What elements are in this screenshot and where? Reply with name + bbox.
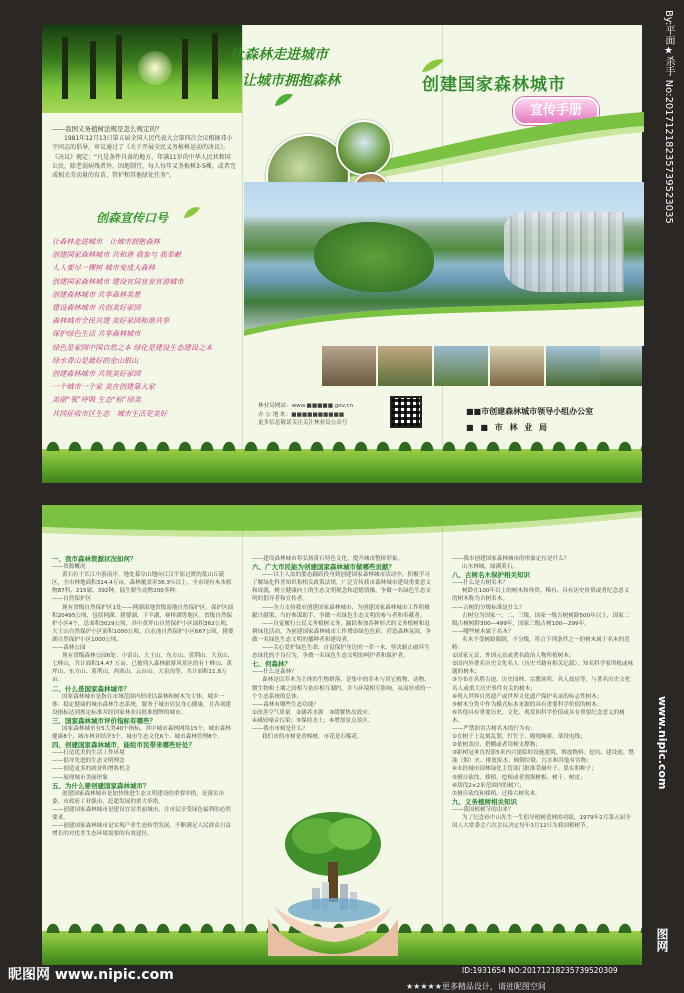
photo-thumbnail bbox=[600, 346, 642, 386]
list-item: ⑥其他具有重要历史、文化、观赏和科学价值或具有重要纪念意义的树木。 bbox=[452, 709, 625, 724]
section-heading: 一、我市森林资源状况如何？ bbox=[52, 555, 137, 563]
photo-thumbnail bbox=[378, 346, 432, 386]
fold-line bbox=[442, 505, 443, 965]
paragraph: 名木不受树龄限制，不分级。符合下列条件之一的树木属于名木的范畴： bbox=[452, 636, 630, 652]
paragraph: 国家森林城市有5大类40个指标，其中城市森林网络15个、城市森林健康8个、城市林业经济3个、城市生态文化6个、城市森林管理8个。 bbox=[52, 725, 231, 741]
slogan: 人人要尽一棵树 城市变成大森林 bbox=[52, 263, 155, 273]
subheading: ——森林有哪些生态功能？ bbox=[252, 701, 320, 708]
corner-logo: 图网 bbox=[655, 928, 669, 952]
list-item: ⑥刮伐2×2米范围内的树穴； bbox=[452, 782, 525, 789]
qr-caption: 更多信息敬请关注关注林业局公众号 bbox=[258, 420, 348, 427]
city-skyline bbox=[504, 212, 624, 292]
intro-title: ——我国义务植树法规是怎么规定的？ bbox=[52, 125, 163, 133]
brush-line: 让城市拥抱森林 bbox=[242, 73, 340, 89]
organization-line: ■ ■ 市 林 业 局 bbox=[466, 423, 550, 432]
paragraph: ——自觉履行公民义务植树义务，踊跃参加各种形式的义务植树和退耕绿化活动，为创建国家森林城市工作增添绿色色彩，营造森林氛围，争做一名绿色生态文明的播种者和建设者。 bbox=[252, 620, 432, 643]
list-item: ②依树盖房、搭棚或者用树支撑物； bbox=[452, 742, 541, 749]
cover-brush-slogans bbox=[230, 42, 340, 94]
subheading: ——严禁损害古树名木的行为有： bbox=[452, 725, 536, 732]
bullet: ——打造优美的生活工作环境 bbox=[52, 750, 125, 757]
slogan: 共同征收市区生态 城市生活更美好 bbox=[52, 408, 168, 418]
list-item: ⑦擅自砍伐和移植、迁移古树名木。 bbox=[452, 790, 541, 797]
list-item: ①国家元首、外国元首或著名政治人物所植树木； bbox=[452, 653, 575, 660]
paragraph: 古树分为国家一、二、三级，国家一级古树树龄500年以上，国家二级古树树龄300—499年，国家三级古树100—299年。 bbox=[452, 612, 630, 627]
intro-body: 1981年12月13日第五届全国人民代表大会第四次会议根据邓小平同志的倡导，审议通过了《关于开展全民义务植树运动的决议》。《决议》规定：“凡是条件具备的地方，年满11岁的中华人民共和国公民，除老弱病残者外，因地制宜，每人每年义务植树3-5棵，或者完成相关劳动量的育苗、管护和其他绿化任务”。 bbox=[52, 135, 236, 180]
nipic-vertical-watermark: www.nipic.com bbox=[656, 696, 669, 790]
photo-thumbnail bbox=[322, 346, 376, 386]
subheading: ——什么是森林？ bbox=[252, 669, 297, 676]
contact-info bbox=[258, 402, 388, 428]
subheading: ——什么是古树名木？ bbox=[452, 580, 508, 587]
list-item: ⑤树木分类中作为模式标本来源的具有重要科学价值的树木； bbox=[452, 701, 603, 708]
paragraph: 为了纪念孙中山先生一生倡导植树造林的功绩，1979年2月第五届全国人大常委会六次会议决定每年3月12日为我国植树节。 bbox=[452, 815, 631, 830]
list-item: ③距树冠垂直投影5米内兴建临时设施建筑、堆放物料、挖坑、建设池、燃油（烟）火、排放废水、倾倒垃圾、污水和其他有害物； bbox=[452, 750, 634, 765]
cover-badge: 宣传手册 bbox=[513, 97, 599, 125]
section-heading: 七、何森林？ bbox=[252, 660, 291, 669]
photo-thumbnail bbox=[546, 346, 600, 386]
slogan-list bbox=[52, 235, 232, 420]
bullet: ——展现城市美丽形象 bbox=[52, 774, 108, 781]
paragraph: ——全力支持我市创建国家森林城市，为创建国家森林城市工作积极献计献策，当好参谋助手，争做一名绿色生态文明的参与者和奉献者。 bbox=[252, 604, 430, 619]
leaf-icon bbox=[273, 92, 295, 108]
paragraph: ——建设森林城市将弘扬黄石特色文化，提升城市整体形象。 bbox=[252, 556, 404, 562]
paragraph: ——创建国家森林城市是建设宜居美丽城市，让市民享受绿色福利的必然要求。 bbox=[52, 806, 232, 821]
photo-thumbnail bbox=[434, 346, 488, 386]
section-heading: 八、古树名木保护相关知识 bbox=[452, 571, 530, 580]
subheading: ——资源概况 bbox=[52, 564, 86, 571]
id-line: ID:1931654 NO:20171218235739520309 bbox=[462, 966, 618, 975]
slogan: 创建国家森林城市 建设宜居宜业宜游城市 bbox=[52, 276, 184, 286]
green-wave bbox=[244, 300, 644, 346]
side-watermark: By:平面★杀手 No:20171218235739523035 bbox=[663, 10, 674, 224]
slogan: 创建森林城市 共享森林美景 bbox=[52, 289, 141, 299]
paragraph: 现有省级森林公园6处：小雷山、大王山、东方山、黄荆山、大众山、七峰山，共计面积14.47 万亩。已被列入森林旅游风景区的有十峰山、黄坪山、东方山、黄荆山、西塞山、云台山、大泉沟等，共计面积11.8万亩。 bbox=[52, 653, 234, 684]
fold-line bbox=[242, 505, 243, 965]
hands-holding-tree-illustration bbox=[268, 806, 398, 956]
subheading: ——我市创建国家森林城市的形象定位是什么？ bbox=[452, 556, 570, 562]
forest-photo bbox=[42, 25, 242, 113]
promo-banner: ★★★★★更多精品设计，请进昵图空间 bbox=[406, 982, 546, 991]
panel-citizen-role bbox=[252, 555, 434, 741]
nipic-logo: 昵图网 www.nipic.com bbox=[8, 967, 174, 983]
bullet: ——倡导先进的生态文明理念 bbox=[52, 758, 125, 765]
section-heading: 三、国家森林城市评价指标有哪些？ bbox=[52, 716, 156, 725]
panel-legal-and-slogans bbox=[42, 25, 242, 483]
qr-code[interactable] bbox=[390, 396, 422, 428]
organization-line: ■■市创建森林城市领导小组办公室 bbox=[466, 407, 594, 416]
cover-title: 创建国家森林城市 bbox=[422, 75, 566, 95]
bullet: ——创造更多的就业和增收机会 bbox=[52, 766, 131, 773]
list-item: ①在树干上乱刻乱划、钉钉子、缠绕绳索、架设电线； bbox=[452, 734, 586, 741]
slogan: 美丽“氧”呼吸 生态“标”绿美 bbox=[52, 395, 141, 405]
leaf-icon bbox=[182, 206, 202, 220]
slogan: 创建国家森林城市 共和谐 我参与 我奉献 bbox=[52, 250, 182, 260]
paragraph: 树龄在100年以上的树木和珍贵、稀有、具有历史价值或者纪念意义的树木称为古树名木。 bbox=[452, 588, 630, 603]
slogan: 创建森林城市 共筑美好家园 bbox=[52, 369, 141, 379]
slogan: 让森林走进城市 让城市拥抱森林 bbox=[52, 237, 160, 246]
website-line: 林业局网站：www.■■■■■.gov.cn bbox=[258, 403, 354, 409]
paragraph: ——关心爱护绿色生命，自觉保护身边的一草一木，坚决制止破坏生态绿化的不良行为，争做一名绿色生态文明的呵护者和保护者。 bbox=[252, 645, 430, 660]
slogan: 森林城市全民共建 美好家园和谐共享 bbox=[52, 316, 170, 326]
subheading: ——古树的分级标准是什么？ bbox=[452, 604, 525, 611]
section-heading: 九、义务植树相关知识 bbox=[452, 797, 517, 806]
list-item: ②国内外著名历史文化名人（历史书籍有相关记载）、知名科学家所植或咏题的树木； bbox=[452, 661, 634, 676]
subheading: ——哪些树木属于名木？ bbox=[452, 628, 514, 635]
section-heading: 六、广大市民能为创建国家森林城市做哪些贡献？ bbox=[252, 563, 395, 572]
top-wave bbox=[42, 505, 642, 545]
subheading: ——我国植树节的由来？ bbox=[452, 806, 514, 813]
list-item: ⑤擅自砍伐、移植、挖根或者割损树根、树干、树皮； bbox=[452, 774, 586, 781]
grass-footer bbox=[42, 449, 642, 483]
panel-ancient-trees bbox=[452, 555, 634, 830]
photo-thumbnail bbox=[490, 346, 544, 386]
paragraph: ——以主人翁的姿态踊跃投身到创建国家森林城市活动中，积极学习了解绿化科普知识和相关政策法规，广泛宣传我市森林城市建设重要意义和成就，树立健康向上的生态文明观念和道德情操，争做一名绿色生态文明的倡导者和宣传者。 bbox=[252, 572, 432, 603]
list-item: ④列入世界自然遗产或世界文化遗产保护名录的标志性树木； bbox=[452, 693, 603, 700]
cover-organizations bbox=[466, 404, 616, 436]
function-list: ①改善空气质量 ②涵养水源 ③缓解热岛效应； bbox=[252, 709, 374, 716]
paragraph: 现有省级自然保护区1处——网湖湿地省级湿地自然保护区，保护区面积20495公顷，包括网湖、猪婆湖、下羊湖、赛桥湖等地区。省级自然保护小区4个，总面积3029公顷，其中黄坪山自然保护小区面积362公顷，大王山自然保护小区面积1000公顷，白水池自然保护小区667公顷，猪婆湖自然保护小区1000公顷。 bbox=[52, 604, 234, 643]
slogan-heading: 创森宣传口号 bbox=[96, 211, 169, 225]
section-heading: 五、为什么要创建国家森林城市？ bbox=[52, 781, 150, 790]
slogan: 建设森林城市 共创美好家园 bbox=[52, 303, 141, 313]
island bbox=[314, 222, 434, 292]
function-list: ④减轻噪音污染；⑤保持水土；⑥增加景点景区。 bbox=[252, 717, 374, 724]
slogan: 一个城市一个家 美在创建靠大家 bbox=[52, 382, 155, 392]
slogan: 绿水青山是最好的金山银山 bbox=[52, 355, 139, 365]
slogan: 保护绿色生活 共享森林城市 bbox=[52, 329, 141, 339]
paragraph: 黄石位于长江中游南岸，地处幕阜山地向江汉平原过渡的低山丘陵区，全市林地面积314.4万亩，森林覆盖率36.3％以上。全市现有木本植物87科、215属、392种，陆生野生动物200多种。 bbox=[52, 572, 232, 595]
section-heading: 二、什么是国家森林城市？ bbox=[52, 684, 130, 693]
section-heading: 四、创建国家森林城市，能给市民带来哪些好处？ bbox=[52, 741, 195, 750]
subheading: ——我市市树是什么？ bbox=[252, 725, 308, 732]
list-item: ③分布在名胜古迹、历史园林、宗教场所、名人故居等，与著名历史文化名人或重大历史事件有关的树木； bbox=[452, 677, 631, 692]
brush-line: 让森林走进城市 bbox=[230, 47, 328, 63]
list-item: ④未经城市园林绿化主管部门批准采摘叶子、果实和种子； bbox=[452, 766, 597, 773]
subheading: ——自然保护区 bbox=[52, 596, 92, 603]
paragraph: 我们市的市树是香樟树，市花是石榴花。 bbox=[262, 734, 363, 741]
photo-running-circle bbox=[336, 120, 392, 176]
subheading: ——森林公园 bbox=[52, 645, 86, 652]
paragraph: 山水林城，绿满黄石。 bbox=[462, 564, 518, 571]
office-line: 办 公 地 址：■■■■■■■■■■ bbox=[258, 411, 345, 418]
paragraph: 创建国家森林城市是加快推进生态文明建设的重要举措，是落实市委、市政府工业强市、赶超发展的重大举措。 bbox=[52, 790, 225, 805]
sunlight-icon bbox=[138, 51, 172, 85]
paragraph: ——创建国家森林城市是实现产业生态转型发展，不断满足人民群众日益增长的对优美生态环境需要的有效途径。 bbox=[52, 823, 232, 838]
paragraph: 森林是以乔木为主体的生物群落，是集中的乔木与其它植物、动物、微生物和土壤之间相互依存相互制约，并与环境相互影响，从而形成的一个生态系统的总体。 bbox=[252, 677, 432, 700]
slogan: 绿色是家园中国自然之本 绿化是建设生态建设之本 bbox=[52, 342, 213, 352]
paragraph: 国家森林城市是指在市域范围内形成以森林和树木为主体，城乡一体、稳定健康的城市森林生态系统，服务于城市居民身心健康，且各项建设指标达到规定标准并经国家林业局批准授牌的城市。 bbox=[52, 693, 232, 716]
panel-forest-resources bbox=[52, 555, 234, 838]
